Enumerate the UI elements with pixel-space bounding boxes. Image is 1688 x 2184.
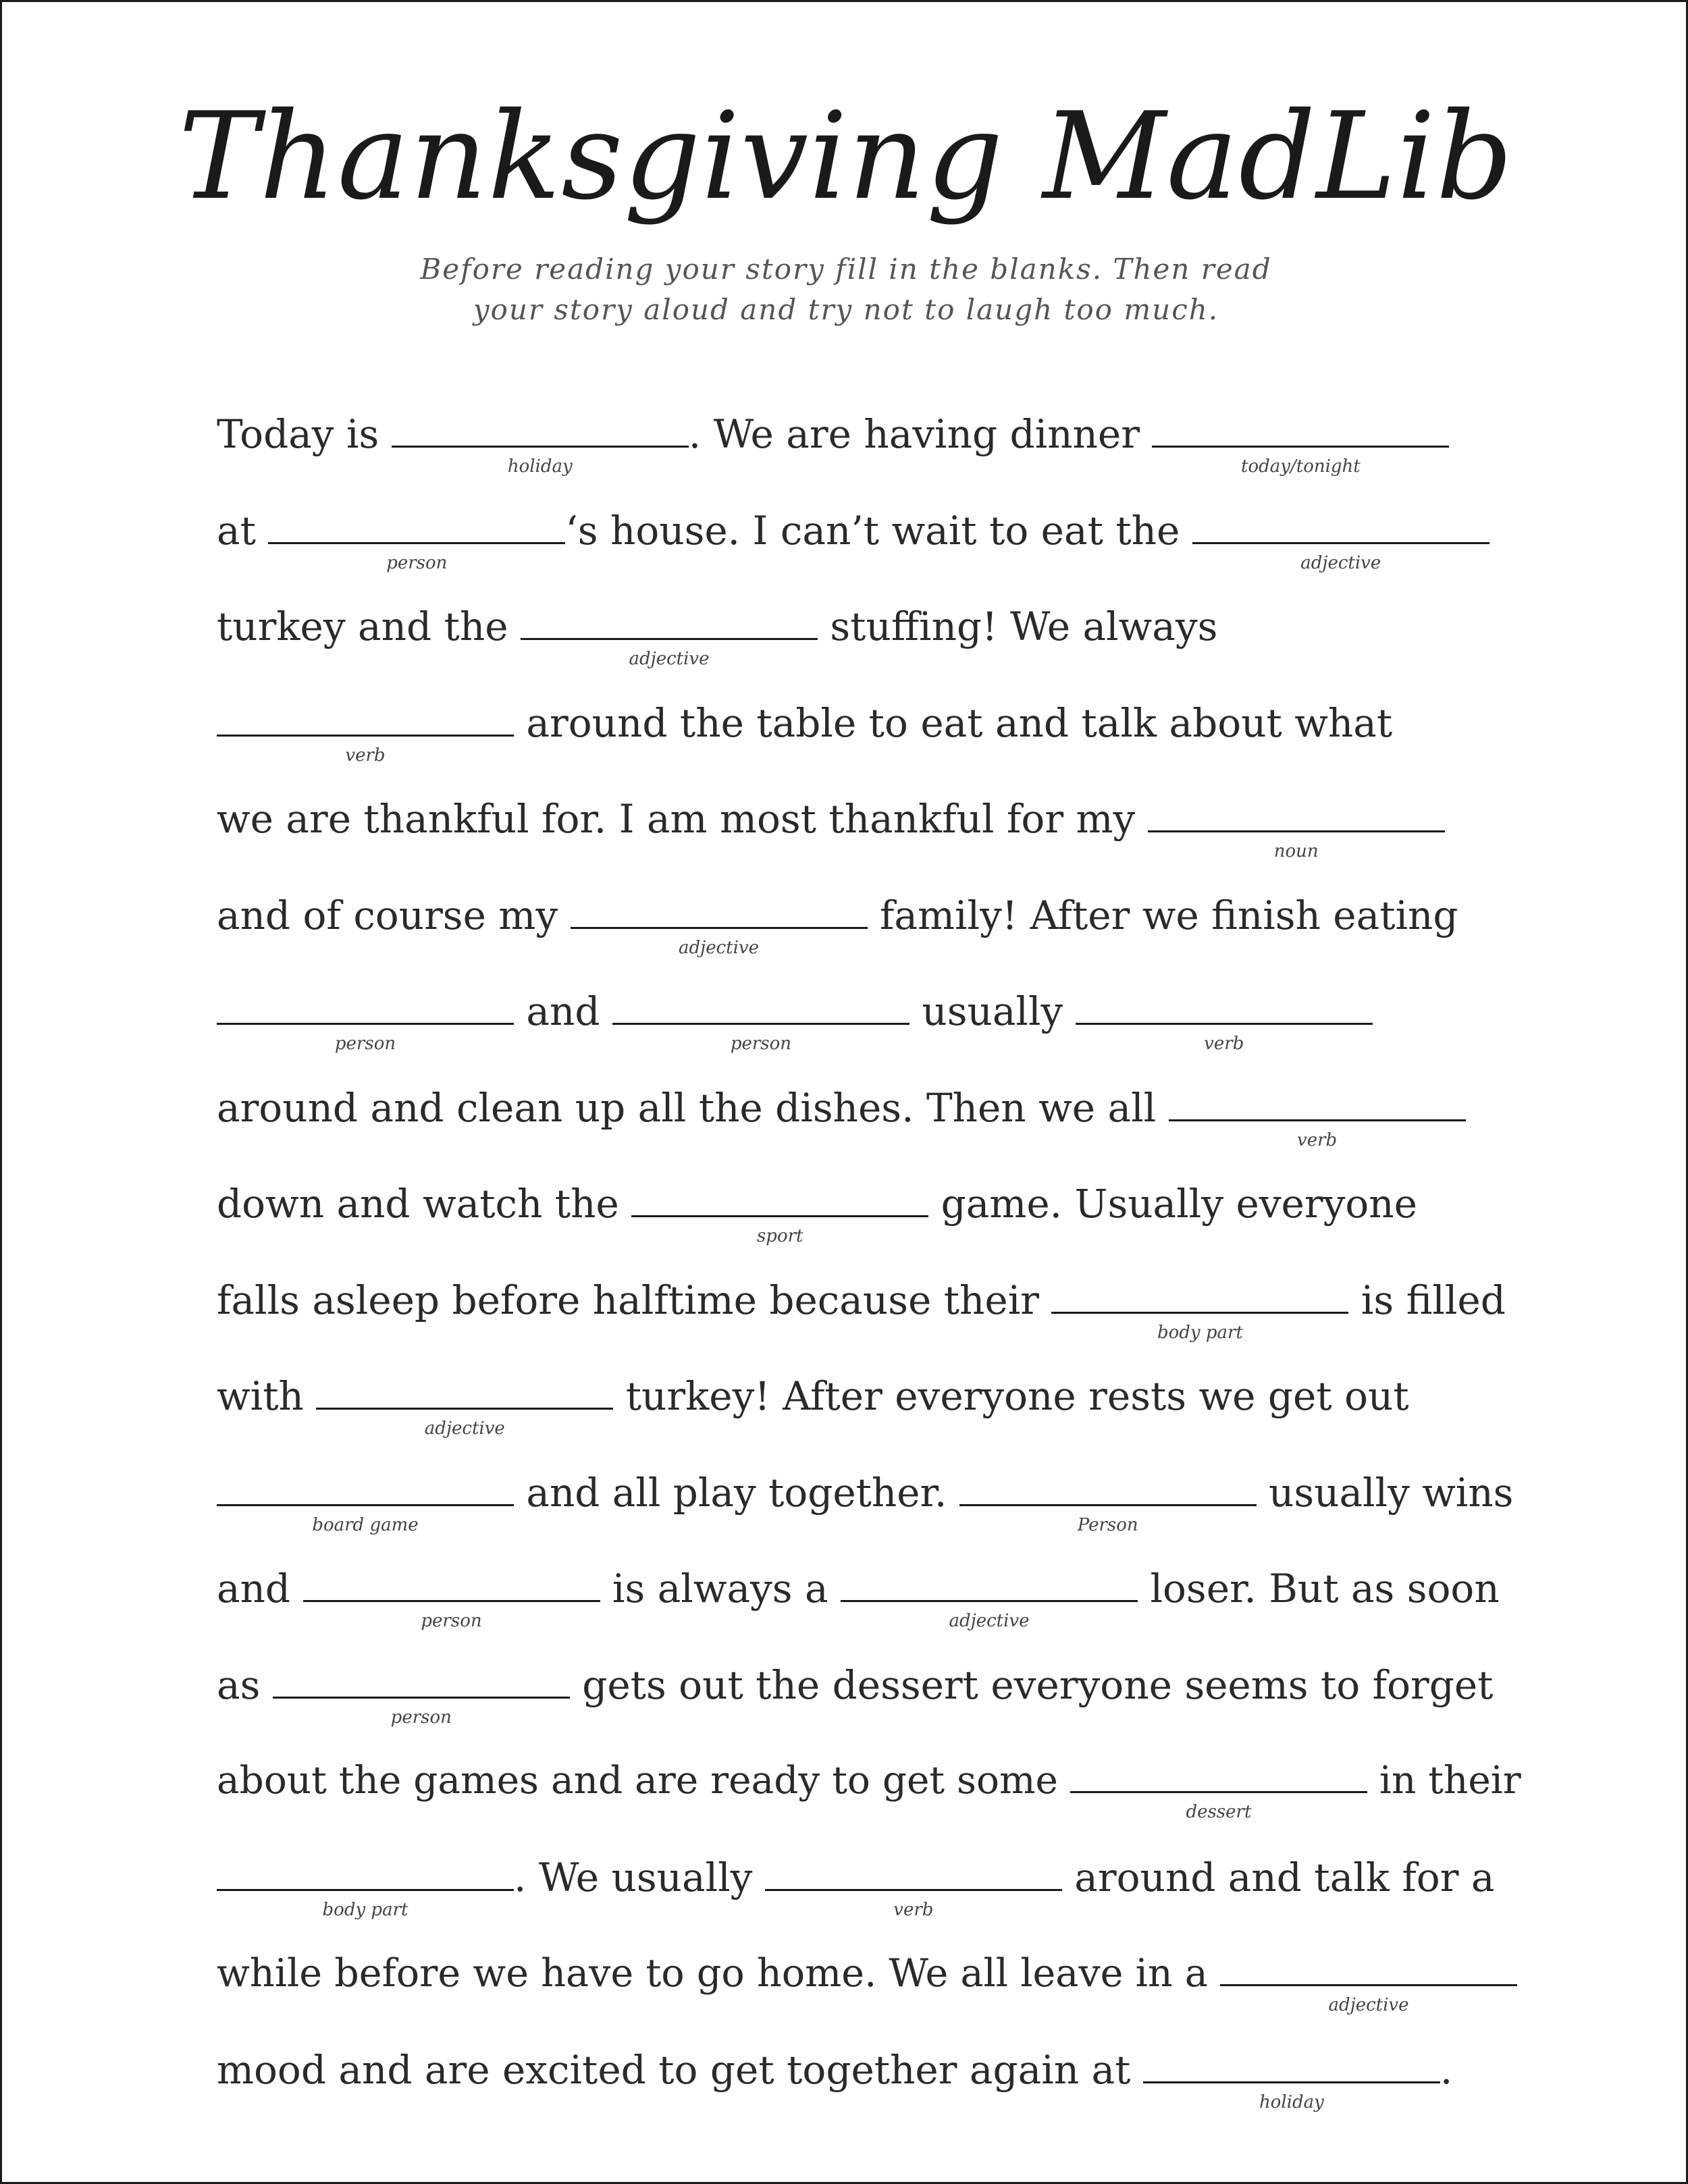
fill-in-blank[interactable] [1076,984,1373,1054]
story-text: game. Usually everyone [928,1181,1417,1227]
story-text: and all play together. [514,1469,959,1516]
story-text: with [217,1373,317,1419]
fill-in-blank[interactable] [303,1561,600,1631]
fill-in-blank[interactable] [217,984,514,1054]
fill-in-blank[interactable] [1070,1752,1367,1822]
blank-hint-label: person [334,1034,396,1054]
story-line [217,1074,1513,1171]
instructions-line-1: Before reading your story fill in the blanks. Then read [420,252,1272,286]
story-text: usually wins [1256,1469,1514,1516]
story-line [217,593,1513,689]
blank-hint-label: adjective [1300,552,1381,573]
fill-in-blank[interactable] [1148,791,1445,861]
fill-in-blank[interactable] [959,1465,1257,1535]
story-line [217,1170,1513,1267]
story-text: we are thankful for. I am most thankful for my [217,796,1148,842]
story-line [217,400,1513,497]
story-text: around and talk for a [1061,1854,1495,1900]
story-text: at [217,507,269,554]
story-text: and of course my [217,892,571,938]
instructions-line-2: your story aloud and try not to laugh too much. [473,293,1219,326]
blank-hint-label: board game [312,1514,419,1535]
story-line [217,978,1513,1074]
fill-in-blank[interactable] [268,503,565,573]
blank-hint-label: adjective [1328,1995,1409,2015]
story-text: around and clean up all the dishes. Then we all [217,1084,1169,1131]
fill-in-blank[interactable] [273,1657,570,1728]
story-line [217,1459,1513,1555]
fill-in-blank[interactable] [571,888,868,958]
story-text: family! After we finish eating [867,892,1458,938]
story-line [217,1555,1513,1651]
story-line [217,1362,1513,1459]
story-text: . We are having dinner [688,411,1153,457]
story-text: . We usually [514,1854,765,1900]
fill-in-blank[interactable] [1169,1080,1466,1150]
story-text: stuffing! We always [817,604,1218,649]
blank-hint-label: adjective [949,1611,1030,1631]
fill-in-blank[interactable] [217,695,514,766]
blank-hint-label: sport [756,1226,803,1246]
story-text: loser. But as soon [1138,1566,1500,1612]
fill-in-blank[interactable] [217,1465,514,1535]
fill-in-blank[interactable] [521,599,818,669]
story-line [217,882,1513,978]
instructions [2,249,1688,330]
story-line [217,1844,1513,1940]
story-text: is always a [600,1566,841,1612]
story-line [217,1940,1513,2036]
story-text: usually [909,988,1076,1034]
blank-hint-label: adjective [424,1418,505,1439]
story-text: ‘s house. I can’t wait to eat the [565,507,1192,554]
blank-hint-label: adjective [629,649,710,669]
blank-hint-label: holiday [1259,2092,1324,2112]
blank-hint-label: body part [322,1899,408,1920]
blank-hint-label: verb [1204,1034,1244,1054]
story-line [217,785,1513,882]
page-title: Thanksgiving MadLib [178,86,1514,226]
blank-hint-label: dessert [1186,1802,1252,1822]
fill-in-blank[interactable] [1152,406,1449,477]
blank-hint-label: adjective [679,937,760,958]
story-text: turkey and the [217,604,521,649]
fill-in-blank[interactable] [1051,1273,1348,1343]
story-text: about the games and are ready to get some [217,1759,1070,1803]
story-line [217,497,1513,593]
blank-hint-label: noun [1273,841,1319,861]
fill-in-blank[interactable] [316,1368,613,1439]
fill-in-blank[interactable] [392,406,689,477]
blank-hint-label: verb [1297,1129,1338,1150]
story-body [217,400,1521,2132]
story-line [217,2036,1513,2133]
story-text: mood and are excited to get together again at [217,2046,1143,2093]
story-line [217,1747,1521,1844]
blank-hint-label: body part [1157,1322,1243,1343]
fill-in-blank[interactable] [841,1561,1138,1631]
fill-in-blank[interactable] [1192,503,1489,573]
story-text: and [217,1566,303,1612]
blank-hint-label: Person [1077,1514,1138,1535]
story-text: in their [1367,1759,1521,1803]
blank-hint-label: verb [345,745,386,766]
story-text: as [217,1661,273,1708]
story-text: is filled [1348,1277,1506,1323]
blank-hint-label: holiday [507,456,573,477]
blank-hint-label: person [421,1611,482,1631]
story-line [217,689,1513,786]
blank-hint-label: verb [893,1899,934,1920]
story-text: Today is [217,411,392,457]
story-text: turkey! After everyone rests we get out [613,1373,1409,1419]
fill-in-blank[interactable] [1220,1945,1517,2015]
blank-hint-label: person [390,1707,452,1728]
fill-in-blank[interactable] [631,1176,928,1246]
story-text: . [1440,2046,1453,2093]
story-text: and [514,988,612,1034]
story-text: down and watch the [217,1181,632,1227]
story-text: gets out the dessert everyone seems to forget [569,1661,1494,1708]
story-line [217,1651,1513,1748]
story-text: falls asleep before halftime because their [217,1277,1052,1323]
fill-in-blank[interactable] [612,984,909,1054]
fill-in-blank[interactable] [765,1850,1062,1920]
blank-hint-label: today/tonight [1241,456,1361,477]
story-text: around the table to eat and talk about what [514,699,1393,746]
story-line [217,1267,1513,1363]
blank-hint-label: person [386,552,448,573]
fill-in-blank[interactable] [217,1850,514,1920]
blank-hint-label: person [730,1034,792,1054]
story-text: while before we have to go home. We all leave in a [217,1951,1221,1996]
fill-in-blank[interactable] [1143,2042,1440,2112]
